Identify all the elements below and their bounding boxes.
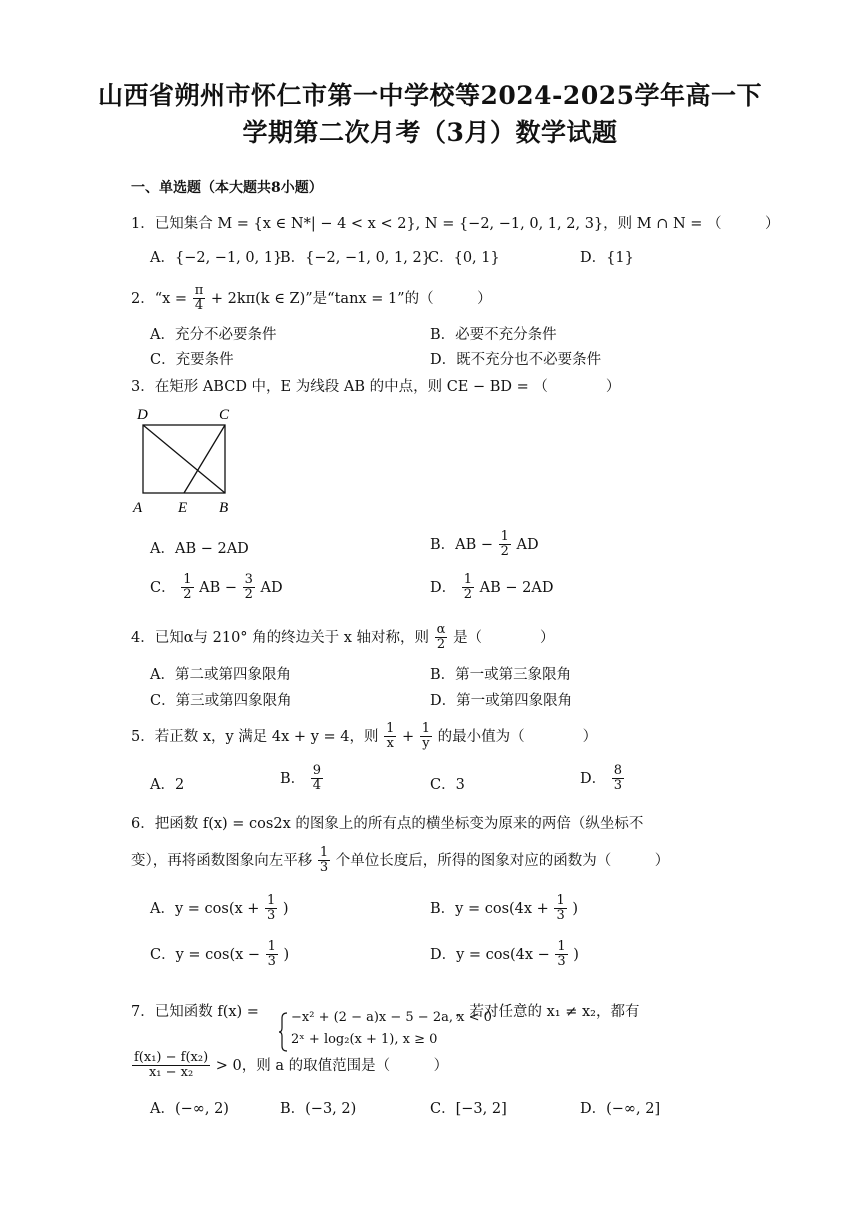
q2-option-b: B．必要不充分条件 bbox=[430, 327, 557, 343]
q5-d-fraction bbox=[612, 764, 624, 794]
q1-option-a: A．{−2, −1, 0, 1} bbox=[150, 250, 283, 266]
rectangle-diagram bbox=[131, 402, 241, 518]
page-title-line1: 山西省朔州市怀仁市第一中学校等2024-2025学年高一下 bbox=[97, 81, 763, 110]
piecewise-function bbox=[278, 1010, 492, 1052]
label-a: A bbox=[133, 500, 143, 516]
q2-frac-num: π bbox=[194, 283, 204, 298]
q6-c-pre: C．y = cos(x − bbox=[150, 946, 261, 963]
q6-a-frac-den: 3 bbox=[267, 908, 276, 924]
q3-option-b bbox=[430, 530, 539, 560]
q3-b-post: AD bbox=[516, 536, 539, 553]
q3-b-pre: B．AB − bbox=[430, 536, 494, 553]
q3-d-post: AB − 2AD bbox=[479, 579, 554, 596]
q3-c-f2-den: 2 bbox=[244, 587, 253, 603]
q6-frac-num: 1 bbox=[319, 845, 329, 860]
q7-fraction bbox=[132, 1051, 210, 1081]
q3-b-frac-num: 1 bbox=[500, 529, 509, 544]
q6-option-b bbox=[430, 894, 578, 924]
rectangle-figure bbox=[131, 402, 241, 518]
q6-option-c bbox=[150, 940, 289, 970]
q6-d-frac-num: 1 bbox=[557, 939, 566, 954]
q5-d-pre: D． bbox=[580, 770, 607, 787]
q3-d-fraction bbox=[462, 573, 474, 603]
q2-option-c: C．充要条件 bbox=[150, 352, 234, 368]
piece-2: 2ˣ + log₂(x + 1), x ≥ 0 bbox=[291, 1032, 438, 1047]
q3-c-fraction-1 bbox=[181, 573, 193, 603]
q5-b-fraction bbox=[311, 764, 323, 794]
q3-option-c bbox=[150, 573, 283, 603]
label-b: B bbox=[219, 500, 229, 516]
q6-a-pre: A．y = cos(x + bbox=[150, 900, 260, 917]
q6-d-fraction bbox=[555, 940, 567, 970]
q5-b-frac-den: 4 bbox=[312, 778, 322, 794]
q1-option-b: B．{−2, −1, 0, 1, 2} bbox=[280, 250, 431, 266]
q5-b-pre: B． bbox=[280, 770, 306, 787]
q3-c-mid: AB − bbox=[199, 579, 237, 596]
q6-a-fraction bbox=[265, 894, 277, 924]
q6-c-post: ) bbox=[283, 946, 290, 963]
q1-option-c: C．{0, 1} bbox=[428, 250, 500, 266]
q3-c-f1-num: 1 bbox=[183, 572, 192, 587]
q7-line2-post: > 0，则 a 的取值范围是（ ） bbox=[215, 1057, 449, 1074]
left-brace bbox=[278, 1012, 288, 1052]
q5-stem-post: 的最小值为（ ） bbox=[437, 728, 598, 745]
q5-f2-num: 1 bbox=[421, 721, 431, 736]
q4-option-a: A．第二或第四象限角 bbox=[150, 667, 291, 683]
segment-ce bbox=[184, 425, 225, 493]
q4-stem-post: 是（ ） bbox=[453, 629, 555, 646]
q6-a-frac-num: 1 bbox=[267, 893, 276, 908]
q3-d-frac-num: 1 bbox=[463, 572, 473, 587]
question-7-stem-pre: 7．已知函数 f(x) = bbox=[131, 1004, 259, 1020]
q6-option-a bbox=[150, 894, 289, 924]
q7-option-d: D．(−∞, 2] bbox=[580, 1101, 661, 1117]
q2-option-d: D．既不充分也不必要条件 bbox=[430, 352, 602, 368]
q5-f1-num: 1 bbox=[386, 721, 395, 736]
label-e: E bbox=[178, 500, 188, 516]
q4-option-d: D．第一或第四象限角 bbox=[430, 693, 573, 709]
question-3-stem: 3．在矩形 ABCD 中，E 为线段 AB 的中点，则 CE − BD = （ ） bbox=[131, 379, 621, 395]
q7-frac-num: f(x₁) − f(x₂) bbox=[134, 1050, 209, 1065]
q3-b-frac-den: 2 bbox=[500, 544, 509, 560]
q6-fraction bbox=[318, 846, 330, 876]
q2-stem-pre: 2．“x = bbox=[131, 290, 188, 307]
q3-c-f1-den: 2 bbox=[183, 587, 192, 603]
q6-b-fraction bbox=[554, 894, 566, 924]
question-6-line2 bbox=[131, 846, 669, 876]
q6-frac-den: 3 bbox=[319, 860, 329, 876]
q3-b-fraction bbox=[499, 530, 511, 560]
question-5-stem bbox=[131, 722, 597, 752]
q5-d-frac-num: 8 bbox=[613, 763, 623, 778]
q6-d-pre: D．y = cos(4x − bbox=[430, 946, 550, 963]
q5-fraction-2 bbox=[420, 722, 432, 752]
label-d: D bbox=[137, 407, 148, 423]
q2-stem-post: + 2kπ(k ∈ Z)”是“tanx = 1”的（ ） bbox=[210, 290, 492, 307]
q6-d-post: ) bbox=[573, 946, 579, 963]
question-6-line1: 6．把函数 f(x) = cos2x 的图象上的所有点的横坐标变为原来的两倍（纵坐标不 bbox=[131, 816, 644, 832]
q3-option-d bbox=[430, 573, 553, 603]
q4-frac-den: 2 bbox=[436, 637, 446, 653]
q5-option-a: A．2 bbox=[150, 777, 185, 793]
q6-line2-pre: 变），再将函数图象向左平移 bbox=[131, 852, 313, 869]
q5-b-frac-num: 9 bbox=[312, 763, 322, 778]
q6-option-d bbox=[430, 940, 579, 970]
page-title-line2: 学期第二次月考（3月）数学试题 bbox=[242, 118, 618, 147]
q7-option-b: B．(−3, 2) bbox=[280, 1101, 357, 1117]
q5-plus: + bbox=[401, 728, 415, 745]
q3-d-frac-den: 2 bbox=[463, 587, 473, 603]
q3-c-f2-num: 3 bbox=[244, 572, 253, 587]
question-7-line2 bbox=[131, 1051, 448, 1081]
section-heading: 一、单选题（本大题共8小题） bbox=[131, 180, 323, 196]
segment-db bbox=[143, 425, 225, 493]
q4-option-c: C．第三或第四象限角 bbox=[150, 693, 292, 709]
q5-option-d bbox=[580, 764, 625, 794]
question-4-stem bbox=[131, 623, 555, 653]
q6-b-frac-num: 1 bbox=[556, 893, 565, 908]
q6-c-fraction bbox=[266, 940, 278, 970]
q3-d-pre: D． bbox=[430, 579, 457, 596]
q4-fraction bbox=[435, 623, 448, 653]
q6-line2-post: 个单位长度后，所得的图象对应的函数为（ ） bbox=[335, 852, 670, 869]
question-1-stem: 1．已知集合 M = {x ∈ N*| − 4 < x < 2}, N = {−2, −1, 0, 1, 2, 3}，则 M ∩ N = （ ） bbox=[131, 216, 780, 232]
q5-fraction-1 bbox=[384, 722, 396, 752]
q6-c-frac-num: 1 bbox=[267, 939, 276, 954]
q4-option-b: B．第一或第三象限角 bbox=[430, 667, 572, 683]
q2-option-a: A．充分不必要条件 bbox=[150, 327, 277, 343]
q5-option-b bbox=[280, 764, 324, 794]
q2-fraction bbox=[193, 284, 206, 314]
q6-b-post: ) bbox=[572, 900, 578, 917]
q3-c-fraction-2 bbox=[243, 573, 255, 603]
q5-f2-den: y bbox=[422, 736, 430, 752]
q1-option-d: D．{1} bbox=[580, 250, 634, 266]
q2-frac-den: 4 bbox=[194, 298, 204, 314]
q7-frac-den: x₁ − x₂ bbox=[148, 1065, 194, 1081]
q4-stem-pre: 4．已知α与 210° 角的终边关于 x 轴对称，则 bbox=[131, 629, 430, 646]
question-7-stem-post: ，若对任意的 x₁ ≠ x₂，都有 bbox=[455, 1004, 640, 1020]
q5-stem-pre: 5．若正数 x，y 满足 4x + y = 4，则 bbox=[131, 728, 379, 745]
q5-option-c: C．3 bbox=[430, 777, 465, 793]
question-2-stem bbox=[131, 284, 492, 314]
q4-frac-num: α bbox=[436, 622, 446, 637]
q6-a-post: ) bbox=[282, 900, 289, 917]
q5-d-frac-den: 3 bbox=[613, 778, 623, 794]
label-c: C bbox=[219, 407, 230, 423]
q6-b-pre: B．y = cos(4x + bbox=[430, 900, 549, 917]
q6-c-frac-den: 3 bbox=[267, 954, 276, 970]
q5-f1-den: x bbox=[386, 736, 394, 752]
q6-d-frac-den: 3 bbox=[557, 954, 566, 970]
q3-option-a: A．AB − 2AD bbox=[150, 541, 249, 557]
q3-c-pre: C． bbox=[150, 579, 176, 596]
q7-option-a: A．(−∞, 2) bbox=[150, 1101, 229, 1117]
q7-option-c: C．[−3, 2] bbox=[430, 1101, 507, 1117]
piece-1: −x² + (2 − a)x − 5 − 2a, x < 0 bbox=[291, 1010, 492, 1025]
q6-b-frac-den: 3 bbox=[556, 908, 565, 924]
q3-c-post: AD bbox=[260, 579, 283, 596]
